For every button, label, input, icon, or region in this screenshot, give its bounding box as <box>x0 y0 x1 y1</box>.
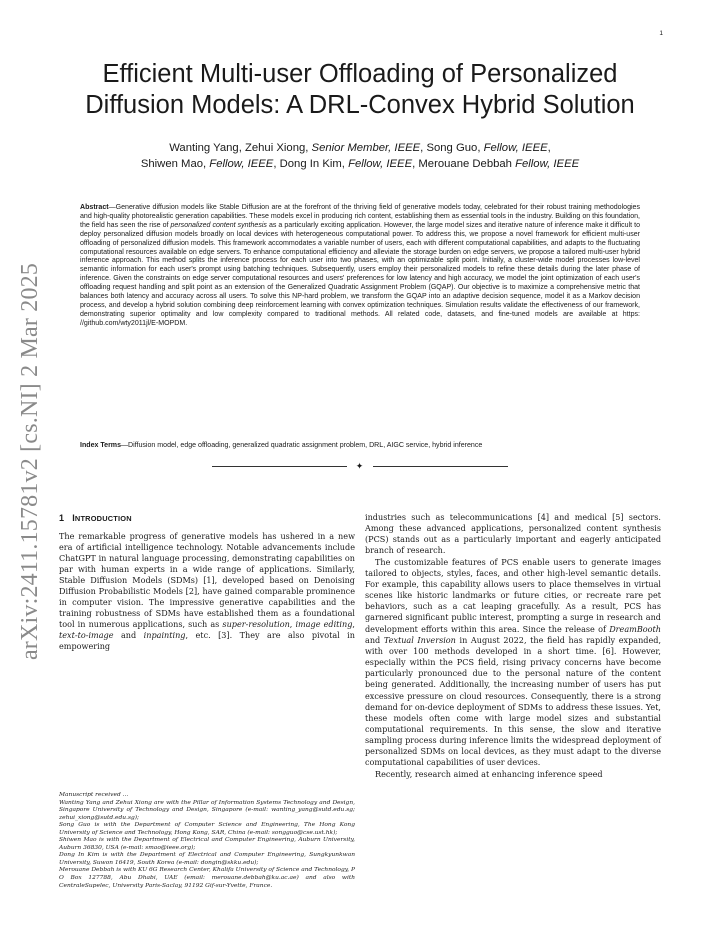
arxiv-identifier: arXiv:2411.15781v2 [cs.NI] 2 Mar 2025 <box>17 262 44 660</box>
body-text: The customizable features of PCS enable users to generate images tailored to objects, styles, faces, and other high-level semantic details. For example, this capability allows users to place themselves in virtual scenes like historic landmarks or future cities, or recreate rare pet behaviors, such as a cat leaping gracefully. As a result, PCS has garnered significant public interest, prompting a surge in research and development efforts within this area. Since the release of <box>365 556 661 634</box>
paragraph <box>365 557 661 769</box>
body-emphasis: text-to-image <box>59 630 114 641</box>
author-names: , Merouane Debbah <box>412 158 516 170</box>
section-number: 1 <box>59 513 65 523</box>
page-number: 1 <box>659 30 663 37</box>
index-terms-text: —Diffusion model, edge offloading, generalized quadratic assignment problem, DRL, AIGC service, hybrid inference <box>121 442 483 449</box>
separator-line <box>212 466 347 467</box>
section-separator <box>212 460 508 472</box>
body-text: , <box>289 619 296 630</box>
author-names: Wanting Yang, Zehui Xiong, <box>169 142 312 154</box>
author-names: , Song Guo, <box>420 142 484 154</box>
separator-line <box>373 466 508 467</box>
author-names: Shiwen Mao, <box>140 158 210 170</box>
author-membership: Fellow, IEEE <box>483 142 548 154</box>
author-membership: Fellow, IEEE <box>209 158 274 170</box>
author-list <box>60 140 660 172</box>
body-emphasis: Textual Inversion <box>383 634 456 645</box>
index-terms-label: Index Terms <box>80 442 121 449</box>
section-title <box>72 513 132 523</box>
body-text: and <box>113 630 144 641</box>
footnote: Merouane Debbah is with KU 6G Research Center, Khalifa University of Science and Technology, P O Box 127788, Abu Dhabi, UAE (email: merouane.debbah@ku.ac.ae) and also with CentraleSupelec, University Paris-Saclay, 91192 Gif-sur-Yvette, France. <box>59 867 355 889</box>
footnote: Dong In Kim is with the Department of Electrical and Computer Engineering, Sungkyunkwan University, Suwon 16419, South Korea (e-mail: dongin@skku.edu); <box>59 852 355 866</box>
section-title-initial: I <box>72 513 75 523</box>
abstract-label: Abstract <box>80 204 109 211</box>
author-line-2 <box>60 156 660 172</box>
body-text: , etc. [3]. They are also pivotal in empowering <box>59 630 355 652</box>
paragraph: Recently, research aimed at enhancing inference speed <box>375 768 603 779</box>
arxiv-stamp <box>16 258 46 664</box>
paragraph: industries such as telecommunications [4] and medical [5] sectors. Among these advanced applications, personalized content synthesis (PCS) stands out as a particularly important and eagerly anticipated branch of research. <box>365 512 661 556</box>
abstract-text: —Generative diffusion models like Stable Diffusion are at the forefront of the thriving field of generative models today, celebrated for their robust training methodologies and high-quality photorealistic generation capabilities. These models excel in producing rich content, establishing them as essential tools in the industry. Building on this foundation, the field has seen the rise of <box>80 204 640 229</box>
index-terms <box>80 441 640 450</box>
author-membership: Senior Member, IEEE <box>311 142 421 154</box>
section-heading <box>59 513 132 523</box>
section-title-rest: NTRODUCTION <box>74 514 132 523</box>
body-emphasis: image editing <box>295 619 353 630</box>
body-text: The remarkable progress of generative models has ushered in a new era of artificial intelligence technology. Notable advancements include ChatGPT in natural language processing, demonstrating capabilities on par with human experts in a wide range of applications. Similarly, Stable Diffusion Models (SDMs) [1], developed based on Denoising Diffusion Probabilistic Models [2], have gained comparable prominence in computer vision. The impressive generative capabilities and the training robustness of SDMs have established them as a foundational tool in numerous applications, such as <box>59 531 355 630</box>
body-emphasis: inpainting <box>143 630 186 641</box>
author-footnotes <box>59 792 355 890</box>
body-text: and <box>365 634 384 645</box>
intro-right-column <box>365 512 661 780</box>
body-text: in August 2022, the field has rapidly expanded, with over 100 methods developed in a short time. [6]. However, especially within the PCS field, rising privacy concerns have become particularly pronounced due to the personal nature of the content being generated. Additionally, the increasing number of users has put excessive pressure on cloud resources. Consequently, there is a strong demand for on-device deployment of SDMs to address these issues. Yet, these models often come with large model sizes and substantial computational requirements. In this sense, the slow and iterative sampling process during inference limits the widespread deployment of personalized SDMs on local devices, as they must adapt to the diverse computational capabilities of user devices. <box>365 634 662 768</box>
body-emphasis: DreamBooth <box>609 623 661 634</box>
footnote: Shiwen Mao is with the Department of Electrical and Computer Engineering, Auburn University, Auburn 36830, USA (e-mail: smao@ieee.org); <box>59 837 355 851</box>
abstract-text: as a particularly exciting application. However, the large model sizes and iterative nature of inference make it difficult to deploy personalized diffusion models broadly on local devices with heterogeneous computational power. To address this, we propose a novel framework for efficient multi-user offloading of personalized diffusion models. This framework accommodates a variable number of users, each with different computational capabilities, and adapts to the fluctuating computational resources available on edge servers. To enhance computational efficiency and alleviate the storage burden on edge servers, we propose a tailored multi-user hybrid inference approach. This method splits the inference process for each user into two phases, with an optimizable split point. Initially, a cluster-wide model processes low-level semantic information for each user's prompt using batching techniques. Subsequently, users employ their personalized models to refine these details during the later phase of inference. Given the constraints on edge server computational resources and users' preferences for low latency and high accuracy, we model the joint optimization of each user's offloading request handling and split point as an extension of the Generalized Quadratic Assignment Problem (GQAP). Our objective is to maximize a comprehensive metric that balances both latency and accuracy across all users. To solve this NP-hard problem, we transform the GQAP into an adaptive decision sequence, model it as a Markov decision process, and develop a hybrid solution combining deep reinforcement learning with convex optimization techniques. Simulation results validate the effectiveness of our framework, demonstrating superior optimality and low complexity compared to traditional methods. All related code, datasets, and fine-tuned models are available at https: //github.com/wty2011jl/E-MOPDM. <box>80 221 640 327</box>
abstract-emphasis: personalized content synthesis <box>170 221 267 229</box>
abstract <box>80 204 640 329</box>
footnote: Wanting Yang and Zehui Xiong are with the Pillar of Information Systems Technology and Design, Singapore University of Technology and Design, Singapore (e-mail: wanting_yang@sutd.edu.sg; zehui_xiong@sutd.edu.sg); <box>59 799 355 821</box>
footnote: Song Guo is with the Department of Computer Science and Engineering, The Hong Kong University of Science and Technology, Hong Kong, SAR, China (e-mail: songguo@cse.ust.hk); <box>59 822 355 836</box>
author-line-1 <box>60 140 660 156</box>
intro-left-column <box>59 531 355 653</box>
footnote: Manuscript received ... <box>59 792 129 798</box>
author-separator: , <box>547 142 551 154</box>
author-membership: Fellow, IEEE <box>515 158 580 170</box>
body-emphasis: super-resolution <box>222 619 290 630</box>
paper-title: Efficient Multi-user Offloading of Personalized Diffusion Models: A DRL-Convex Hybrid Solution <box>85 60 635 119</box>
diamond-icon: ✦ <box>355 461 364 471</box>
author-membership: Fellow, IEEE <box>348 158 413 170</box>
author-names: , Dong In Kim, <box>273 158 349 170</box>
body-text: , <box>352 619 355 630</box>
